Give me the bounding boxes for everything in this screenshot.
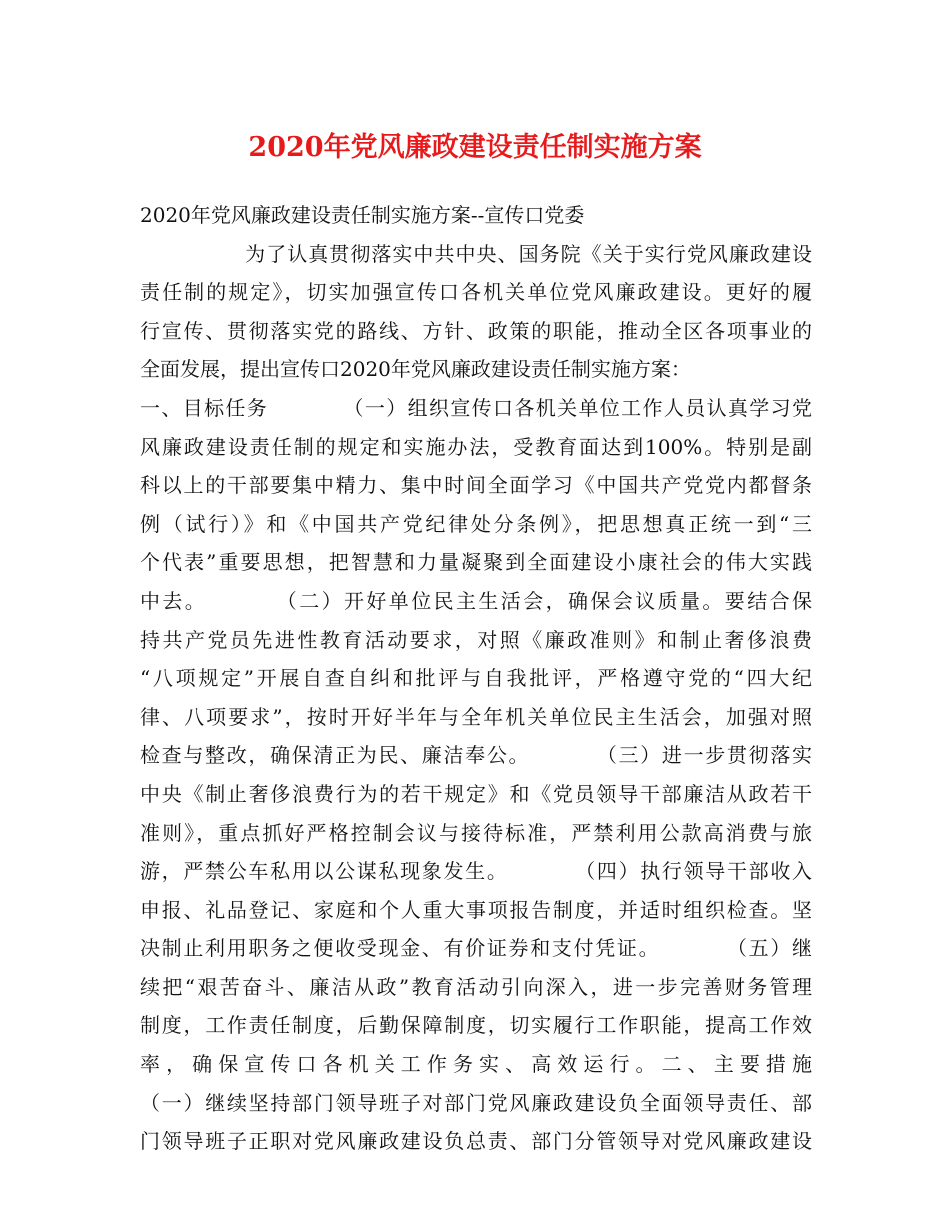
body-line: 全面发展，提出宣传口2020年党风廉政建设责任制实施方案： <box>140 357 691 382</box>
body-line: （一）继续坚持部门领导班子对部门党风廉政建设负全面领导责任、部 <box>140 1090 812 1115</box>
body-line: 门领导班子正职对党风廉政建设负总责、部门分管领导对党风廉政建设 <box>140 1129 812 1154</box>
body-line: 中央《制止奢侈浪费行为的若干规定》和《党员领导干部廉洁从政若干 <box>140 781 812 806</box>
body-line: 为了认真贯彻落实中共中央、国务院《关于实行党风廉政建设 <box>140 241 812 266</box>
body-line: 一、目标任务 （一）组织宣传口各机关单位工作人员认真学习党 <box>140 395 812 420</box>
body-line: 持共产党员先进性教育活动要求，对照《廉政准则》和制止奢侈浪费 <box>140 627 812 652</box>
body-line: 科以上的干部要集中精力、集中时间全面学习《中国共产党党内都督条 <box>140 473 812 498</box>
body-line: 责任制的规定》，切实加强宣传口各机关单位党风廉政建设。更好的履 <box>140 280 812 305</box>
body-line: 行宣传、贯彻落实党的路线、方针、政策的职能，推动全区各项事业的 <box>140 318 812 343</box>
body-line: 决制止利用职务之便收受现金、有价证券和支付凭证。 （五）继 <box>140 936 812 961</box>
document-body <box>140 196 812 1161</box>
body-line: “八项规定”开展自查自纠和批评与自我批评，严格遵守党的“四大纪 <box>140 666 812 691</box>
body-line: 游，严禁公车私用以公谋私现象发生。 （四）执行领导干部收入 <box>140 859 812 884</box>
body-line: 检查与整改，确保清正为民、廉洁奉公。 （三）进一步贯彻落实 <box>140 743 812 768</box>
body-line: 制度，工作责任制度，后勤保障制度，切实履行工作职能，提高工作效 <box>140 1013 812 1038</box>
body-line: 准则》，重点抓好严格控制会议与接待标准，严禁利用公款高消费与旅 <box>140 820 812 845</box>
body-line: 风廉政建设责任制的规定和实施办法，受教育面达到100%。特别是副 <box>140 434 812 459</box>
body-line: 率，确保宣传口各机关工作务实、高效运行。二、主要措施 <box>140 1052 812 1077</box>
body-line: 例（试行）》和《中国共产党纪律处分条例》，把思想真正统一到“三 <box>140 511 812 536</box>
body-line: 2020年党风廉政建设责任制实施方案--宣传口党委 <box>140 203 585 227</box>
body-line: 律、八项要求”，按时开好半年与全年机关单位民主生活会，加强对照 <box>140 704 812 729</box>
body-line: 续把“艰苦奋斗、廉洁从政”教育活动引向深入，进一步完善财务管理 <box>140 974 812 999</box>
body-line: 申报、礼品登记、家庭和个人重大事项报告制度，并适时组织检查。坚 <box>140 897 812 922</box>
body-line: 个代表”重要思想，把智慧和力量凝聚到全面建设小康社会的伟大实践 <box>140 550 812 575</box>
body-line: 中去。 （二）开好单位民主生活会，确保会议质量。要结合保 <box>140 588 812 613</box>
document-title: 2020年党风廉政建设责任制实施方案 <box>248 132 702 163</box>
